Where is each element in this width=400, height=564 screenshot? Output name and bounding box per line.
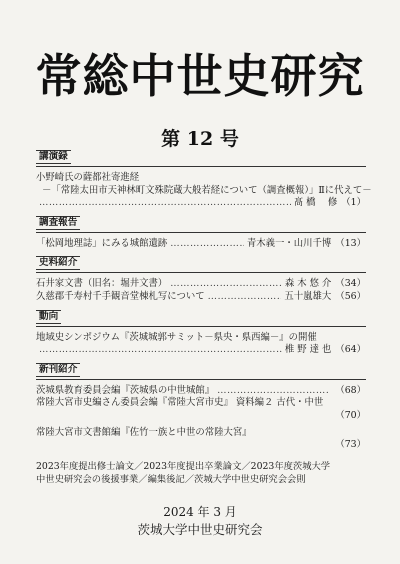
divider: [36, 232, 366, 233]
table-of-contents: [36, 150, 372, 458]
section-lecture: [36, 150, 372, 210]
misc-contents: [36, 460, 366, 486]
entry-page: （34）: [335, 278, 366, 290]
section-trends: [36, 310, 366, 357]
leader-dots: [170, 278, 282, 291]
entry-title: 茨城県教育委員会編『茨城県の中世城館』: [36, 384, 215, 396]
entry-author: 森 木 悠 介: [284, 278, 332, 290]
section-report: [36, 216, 366, 251]
entry-page: （64）: [335, 344, 366, 356]
entry-author: 青木義一・山川千博: [246, 237, 332, 249]
entry-author: 五十嵐雄大: [284, 290, 332, 302]
entry-page: （56）: [335, 290, 366, 302]
issue-number: 第 12 号: [161, 128, 239, 150]
entry-subtitle: －「常陸太田市天神林町文殊院蔵大般若経について（調査概報）」Ⅱに代えて－: [42, 184, 372, 196]
section-sources: [36, 256, 366, 303]
entry-title: 久慈郡千寿村千手観音堂棟札写について: [36, 290, 205, 302]
entry-title: 石井家文書（旧名：堀井文書）: [36, 278, 168, 290]
journal-title: 常総中世史研究: [35, 49, 365, 103]
entry-page: （1）: [341, 197, 366, 209]
misc-line: 2023年度提出修士論文／2023年度提出卒業論文／2023年度茨城大学: [36, 461, 331, 472]
leader-dots: [208, 291, 282, 304]
section-heading: 史料紹介: [36, 256, 80, 270]
entry-page: （70）: [335, 409, 366, 421]
entry-page: （13）: [335, 237, 366, 249]
divider: [36, 166, 366, 167]
toc-entry: [36, 291, 366, 304]
entry-title: 地域史シンポジウム『茨城城郭サミット－県央・県西編－』の開催: [36, 331, 317, 343]
toc-entry: [36, 344, 366, 357]
leader-dots: [39, 344, 282, 357]
entry-author: 髙 橋 修: [293, 197, 338, 209]
leader-dots: [39, 197, 291, 210]
section-heading: 新刊紹介: [36, 363, 80, 377]
entry-title: 「松岡地理誌」にみる城館遺跡: [36, 237, 168, 249]
section-heading: 講演録: [36, 150, 71, 164]
entry-author: 椎 野 達 也: [284, 344, 332, 356]
leader-dots: [170, 238, 244, 251]
divider: [36, 272, 366, 273]
toc-entry: [36, 238, 366, 251]
entry-title: 小野崎氏の薩都社寄進経: [36, 172, 140, 183]
entry-title: 常陸大宮市史編さん委員会編『常陸大宮市史』 資料編２ 古代・中世: [36, 397, 324, 409]
toc-entry: [36, 385, 366, 398]
entry-page: （68）: [335, 384, 366, 396]
leader-dots: [217, 385, 328, 398]
section-heading: 調査報告: [36, 216, 80, 230]
misc-line: 中世史研究会の後援事業／編集後記／茨城大学中世史研究会会則: [36, 474, 306, 485]
entry-page: （73）: [335, 439, 366, 451]
publisher: 茨城大学中世史研究会: [137, 522, 263, 537]
toc-entry: [36, 197, 366, 210]
section-heading: 動向: [36, 310, 61, 324]
divider: [36, 326, 366, 327]
entry-title: 常陸大宮市文書館編『佐竹一族と中世の常陸大宮』: [36, 426, 252, 438]
toc-entry: [36, 278, 366, 291]
divider: [36, 379, 366, 380]
publication-date: 2024 年 3 月: [163, 505, 237, 519]
section-new-books: [36, 363, 366, 452]
